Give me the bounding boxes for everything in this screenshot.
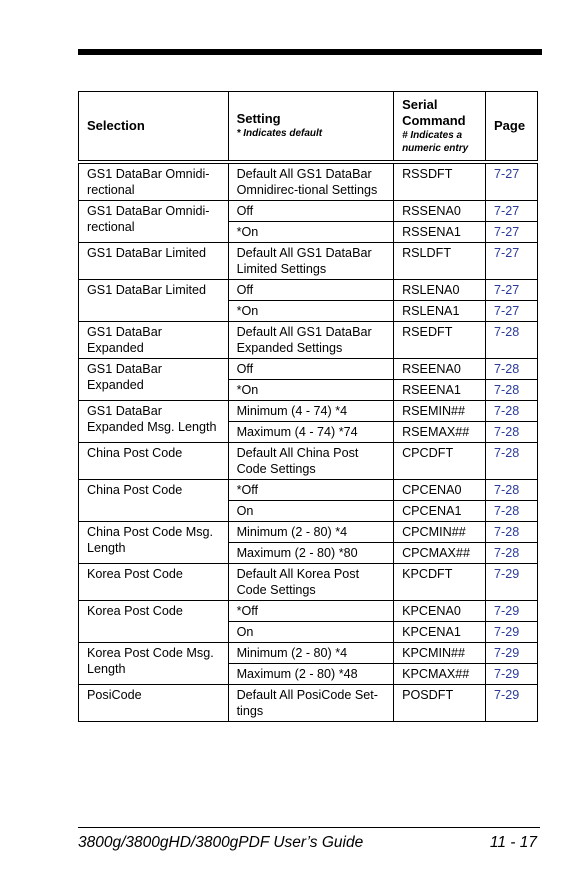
table-row <box>79 242 538 279</box>
page-reference-link[interactable]: 7-29 <box>494 603 520 618</box>
page-cell <box>486 621 538 642</box>
footer-guide-title: 3800g/3800gHD/3800gPDF User’s Guide <box>78 834 364 851</box>
page-reference-link[interactable]: 7-27 <box>494 282 520 297</box>
serial-command-cell: RSEDFT <box>394 321 486 358</box>
serial-command-cell: KPCENA1 <box>394 621 486 642</box>
selection-cell: Korea Post Code Msg. Length <box>79 642 229 684</box>
selection-cell: China Post Code <box>79 442 229 479</box>
selection-cell: Korea Post Code <box>79 600 229 642</box>
page-cell <box>486 500 538 521</box>
serial-command-cell: RSEMIN## <box>394 400 486 421</box>
page-reference-link[interactable]: 7-29 <box>494 645 520 660</box>
page-cell <box>486 421 538 442</box>
serial-command-cell: RSEENA1 <box>394 379 486 400</box>
selection-cell: China Post Code Msg. Length <box>79 521 229 563</box>
serial-command-cell: CPCENA1 <box>394 500 486 521</box>
setting-cell: On <box>228 621 394 642</box>
footer-page-number: 11 - 17 <box>489 834 537 851</box>
page-reference-link[interactable]: 7-27 <box>494 203 520 218</box>
page-reference-link[interactable]: 7-27 <box>494 303 520 318</box>
page-reference-link[interactable]: 7-28 <box>494 445 520 460</box>
selection-cell: GS1 DataBar Expanded <box>79 321 229 358</box>
table-row <box>79 684 538 721</box>
serial-command-cell: CPCMAX## <box>394 542 486 563</box>
page-cell <box>486 563 538 600</box>
page-reference-link[interactable]: 7-29 <box>494 566 520 581</box>
page-reference-link[interactable]: 7-28 <box>494 361 520 376</box>
serial-command-cell: CPCENA0 <box>394 479 486 500</box>
page-cell <box>486 663 538 684</box>
table-row <box>79 321 538 358</box>
header-selection: Selection <box>79 92 229 162</box>
page-cell <box>486 542 538 563</box>
page-reference-link[interactable]: 7-28 <box>494 403 520 418</box>
table-row <box>79 200 538 221</box>
page-reference-link[interactable]: 7-28 <box>494 482 520 497</box>
page-cell <box>486 379 538 400</box>
page-cell <box>486 442 538 479</box>
table-row <box>79 400 538 421</box>
setting-cell: *Off <box>228 479 394 500</box>
serial-command-cell: CPCMIN## <box>394 521 486 542</box>
serial-command-cell: RSSENA0 <box>394 200 486 221</box>
setting-cell: Default All PosiCode Set-tings <box>228 684 394 721</box>
page-cell <box>486 400 538 421</box>
serial-command-cell: RSLDFT <box>394 242 486 279</box>
page-cell <box>486 221 538 242</box>
setting-cell: Minimum (2 - 80) *4 <box>228 642 394 663</box>
serial-command-cell: KPCENA0 <box>394 600 486 621</box>
setting-cell: Minimum (2 - 80) *4 <box>228 521 394 542</box>
serial-command-cell: RSSDFT <box>394 162 486 201</box>
serial-command-cell: RSEMAX## <box>394 421 486 442</box>
selection-cell: GS1 DataBar Limited <box>79 242 229 279</box>
serial-command-cell: KPCDFT <box>394 563 486 600</box>
page-cell <box>486 600 538 621</box>
setting-cell: Default All GS1 DataBar Omnidirec-tional Settings <box>228 162 394 201</box>
page-cell <box>486 684 538 721</box>
header-setting: Setting * Indicates default <box>228 92 394 162</box>
page-reference-link[interactable]: 7-28 <box>494 424 520 439</box>
serial-command-cell: RSLENA1 <box>394 300 486 321</box>
setting-cell: Off <box>228 279 394 300</box>
selection-cell: GS1 DataBar Limited <box>79 279 229 321</box>
page-reference-link[interactable]: 7-28 <box>494 324 520 339</box>
setting-cell: Maximum (2 - 80) *48 <box>228 663 394 684</box>
page-cell <box>486 642 538 663</box>
selection-cell: China Post Code <box>79 479 229 521</box>
setting-cell: Default All Korea Post Code Settings <box>228 563 394 600</box>
setting-cell: *On <box>228 379 394 400</box>
page-cell <box>486 242 538 279</box>
serial-command-cell: RSLENA0 <box>394 279 486 300</box>
setting-cell: Off <box>228 200 394 221</box>
command-table <box>78 91 538 722</box>
serial-command-cell: KPCMIN## <box>394 642 486 663</box>
selection-cell: GS1 DataBar Expanded <box>79 358 229 400</box>
serial-command-cell: KPCMAX## <box>394 663 486 684</box>
page-reference-link[interactable]: 7-27 <box>494 245 520 260</box>
setting-cell: On <box>228 500 394 521</box>
table-row <box>79 442 538 479</box>
setting-cell: Default All GS1 DataBar Limited Settings <box>228 242 394 279</box>
page-cell <box>486 300 538 321</box>
setting-cell: Default All GS1 DataBar Expanded Settings <box>228 321 394 358</box>
page-reference-link[interactable]: 7-28 <box>494 545 520 560</box>
setting-cell: *On <box>228 221 394 242</box>
table-row <box>79 521 538 542</box>
header-page: Page <box>486 92 538 162</box>
page-reference-link[interactable]: 7-28 <box>494 503 520 518</box>
page-cell <box>486 358 538 379</box>
footer-rule <box>78 827 540 828</box>
table-row <box>79 358 538 379</box>
page-cell <box>486 279 538 300</box>
table-row <box>79 479 538 500</box>
selection-cell: GS1 DataBar Omnidi-rectional <box>79 200 229 242</box>
table-row <box>79 642 538 663</box>
serial-command-cell: POSDFT <box>394 684 486 721</box>
page-reference-link[interactable]: 7-28 <box>494 382 520 397</box>
table-header-row <box>79 92 538 162</box>
table-row <box>79 600 538 621</box>
header-serial-command: Serial Command # Indicates a numeric entry <box>394 92 486 162</box>
page-cell <box>486 321 538 358</box>
top-rule <box>78 49 542 55</box>
serial-command-cell: RSEENA0 <box>394 358 486 379</box>
selection-cell: GS1 DataBar Omnidi-rectional <box>79 162 229 201</box>
setting-cell: *On <box>228 300 394 321</box>
table-row <box>79 162 538 201</box>
page-cell <box>486 162 538 201</box>
serial-command-cell: CPCDFT <box>394 442 486 479</box>
page-reference-link[interactable]: 7-29 <box>494 624 520 639</box>
selection-cell: Korea Post Code <box>79 563 229 600</box>
setting-cell: Maximum (4 - 74) *74 <box>228 421 394 442</box>
table-body <box>79 162 538 722</box>
serial-command-cell: RSSENA1 <box>394 221 486 242</box>
page-reference-link[interactable]: 7-27 <box>494 224 520 239</box>
setting-cell: Off <box>228 358 394 379</box>
page-cell <box>486 479 538 500</box>
page-cell <box>486 200 538 221</box>
setting-cell: *Off <box>228 600 394 621</box>
setting-cell: Default All China Post Code Settings <box>228 442 394 479</box>
selection-cell: PosiCode <box>79 684 229 721</box>
setting-cell: Maximum (2 - 80) *80 <box>228 542 394 563</box>
table-row <box>79 279 538 300</box>
page-reference-link[interactable]: 7-29 <box>494 666 520 681</box>
setting-cell: Minimum (4 - 74) *4 <box>228 400 394 421</box>
page-reference-link[interactable]: 7-27 <box>494 166 520 181</box>
page-cell <box>486 521 538 542</box>
page-reference-link[interactable]: 7-29 <box>494 687 520 702</box>
page-reference-link[interactable]: 7-28 <box>494 524 520 539</box>
selection-cell: GS1 DataBar Expanded Msg. Length <box>79 400 229 442</box>
table-row <box>79 563 538 600</box>
